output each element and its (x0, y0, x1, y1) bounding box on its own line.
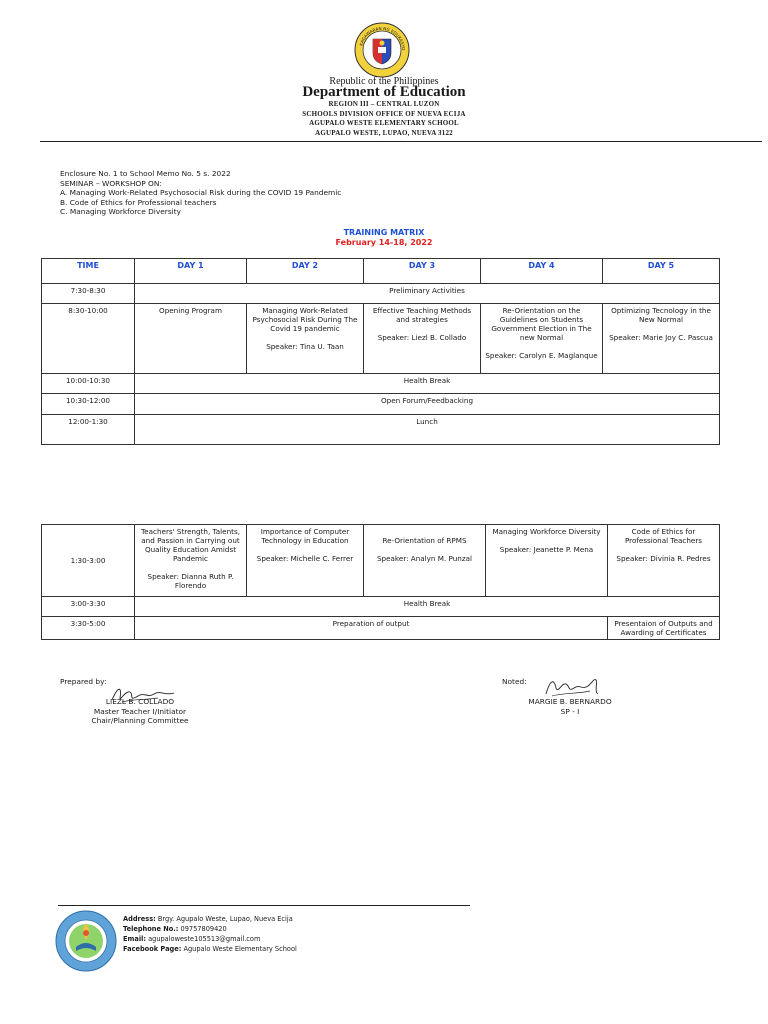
noted-label: Noted: (502, 677, 527, 686)
table-row (42, 525, 720, 597)
time-cell: 7:30-8:30 (42, 284, 135, 304)
topic-a: A. Managing Work-Related Psychosocial Risk during the COVID 19 Pandemic (60, 188, 342, 198)
prepared-title-1: Master Teacher I/Initiator (93, 706, 187, 716)
col-header-day1: DAY 1 (135, 259, 247, 284)
time-cell: 1:30-3:00 (42, 525, 135, 597)
division-line: SCHOOLS DIVISION OFFICE OF NUEVA ECIJA (302, 110, 466, 118)
speaker: Speaker: Tina U. Taan (266, 342, 344, 351)
table-row (42, 415, 720, 445)
activity-cell (247, 525, 364, 597)
memo-block (60, 169, 341, 217)
activity-cell (481, 304, 603, 374)
noted-block (520, 697, 620, 716)
session-title: Teachers' Strength, Talents, and Passion in Carrying out Quality Education Amidst Pandemic (141, 527, 240, 563)
training-matrix-table-afternoon (41, 524, 720, 640)
noted-name: MARGIE B. BERNARDO (528, 697, 612, 706)
table-row (42, 304, 720, 374)
activity-cell: Lunch (135, 415, 720, 445)
matrix-title: TRAINING MATRIX (343, 228, 425, 237)
noted-title: SP - I (560, 706, 580, 716)
topic-c: C. Managing Workforce Diversity (60, 207, 181, 217)
table-row (42, 394, 720, 415)
department-title: Department of Education (302, 84, 466, 100)
school-address-line: AGUPALO WESTE, LUPAO, NUEVA 3122 (315, 129, 453, 137)
col-header-day5: DAY 5 (603, 259, 720, 284)
session-title: Effective Teaching Methods and strategies (372, 306, 472, 324)
footer-email (123, 934, 297, 944)
footer-divider (58, 905, 470, 906)
email-value: agupaloweste105513@gmail.com (148, 935, 261, 943)
facebook-value: Agupalo Weste Elementary School (183, 945, 297, 953)
activity-cell (608, 525, 720, 597)
session-title: Re-Orientation of RPMS (382, 536, 467, 545)
prepared-title-2: Chair/Planning Committee (91, 716, 189, 726)
time-cell: 3:00-3:30 (42, 597, 135, 617)
topic-b: B. Code of Ethics for Professional teachers (60, 197, 217, 207)
activity-cell: Preliminary Activities (135, 284, 720, 304)
session-title: Managing Work-Related Psychosocial Risk During The Covid 19 pandemic (252, 306, 358, 333)
time-cell: 10:00-10:30 (42, 374, 135, 394)
region-line: REGION III – CENTRAL LUZON (328, 100, 440, 108)
matrix-dates: February 14-18, 2022 (335, 238, 433, 247)
prepared-block (86, 697, 194, 726)
address-value: Brgy. Agupalo Weste, Lupao, Nueva Ecija (157, 915, 293, 923)
activity-cell: Health Break (135, 597, 720, 617)
speaker: Speaker: Jeanette P. Mena (499, 545, 594, 554)
session-title: Optimizing Tecnology in the New Normal (611, 306, 711, 324)
deped-seal-logo (354, 22, 410, 78)
footer-facebook (123, 944, 297, 954)
speaker: Speaker: Michelle C. Ferrer (256, 554, 354, 563)
phone-value: 09757809420 (180, 925, 227, 933)
session-title: Importance of Computer Technology in Education (260, 527, 350, 545)
col-header-day4: DAY 4 (481, 259, 603, 284)
school-logo (54, 909, 118, 973)
activity-cell: Open Forum/Feedbacking (135, 394, 720, 415)
activity-cell: Presentaion of Outputs and Awarding of Certificates (608, 617, 720, 640)
session-title: Managing Workforce Diversity (492, 527, 601, 536)
speaker: Speaker: Marie Joy C. Pascua (609, 333, 713, 342)
footer-contact (123, 914, 297, 954)
activity-cell (247, 304, 364, 374)
col-header-day3: DAY 3 (364, 259, 481, 284)
speaker: Speaker: Carolyn E. Maglanque (485, 351, 598, 360)
speaker: Speaker: Dianna Ruth P. Florendo (147, 572, 234, 590)
prepared-by-label: Prepared by: (60, 677, 107, 686)
session-title: Re-Orientation on the Guidelines on Students Government Election in The new Normal (491, 306, 592, 342)
seal-text: KAGAWARAN NG EDUKASYO (358, 25, 407, 51)
activity-cell: Preparation of output (135, 617, 608, 640)
prepared-name: LIEZL B. COLLADO (105, 697, 175, 706)
col-header-day2: DAY 2 (247, 259, 364, 284)
time-cell: 8:30-10:00 (42, 304, 135, 374)
activity-cell (364, 304, 481, 374)
enclosure-line: Enclosure No. 1 to School Memo No. 5 s. 2022 (60, 169, 231, 178)
speaker: Speaker: Divinia R. Pedres (616, 554, 711, 563)
training-matrix-table-morning (41, 258, 720, 445)
activity-cell: Health Break (135, 374, 720, 394)
activity-cell (603, 304, 720, 374)
republic-line: Republic of the Philippines (329, 76, 439, 87)
time-cell: 3:30-5:00 (42, 617, 135, 640)
email-label: Email: (123, 935, 146, 943)
table-row (42, 284, 720, 304)
facebook-label: Facebook Page: (123, 945, 182, 953)
table-row (42, 374, 720, 394)
activity-cell (486, 525, 608, 597)
address-label: Address: (123, 915, 156, 923)
footer-address (123, 914, 297, 924)
speaker: Speaker: Analyn M. Punzal (376, 554, 473, 563)
time-cell: 12:00-1:30 (42, 415, 135, 445)
speaker: Speaker: Liezl B. Collado (377, 333, 467, 342)
time-cell: 10:30-12:00 (42, 394, 135, 415)
session-title: Opening Program (159, 306, 222, 315)
table-row (42, 617, 720, 640)
header-divider (40, 141, 762, 142)
footer-phone (123, 924, 297, 934)
col-header-time: TIME (42, 259, 135, 284)
activity-cell (135, 525, 247, 597)
seminar-line: SEMINAR – WORKSHOP ON: (60, 178, 162, 188)
table-row (42, 597, 720, 617)
session-title: Code of Ethics for Professional Teachers (624, 527, 703, 545)
phone-label: Telephone No.: (123, 925, 179, 933)
school-line: AGUPALO WESTE ELEMENTARY SCHOOL (309, 119, 459, 127)
activity-cell (135, 304, 247, 374)
activity-cell (364, 525, 486, 597)
table-header-row (42, 259, 720, 284)
